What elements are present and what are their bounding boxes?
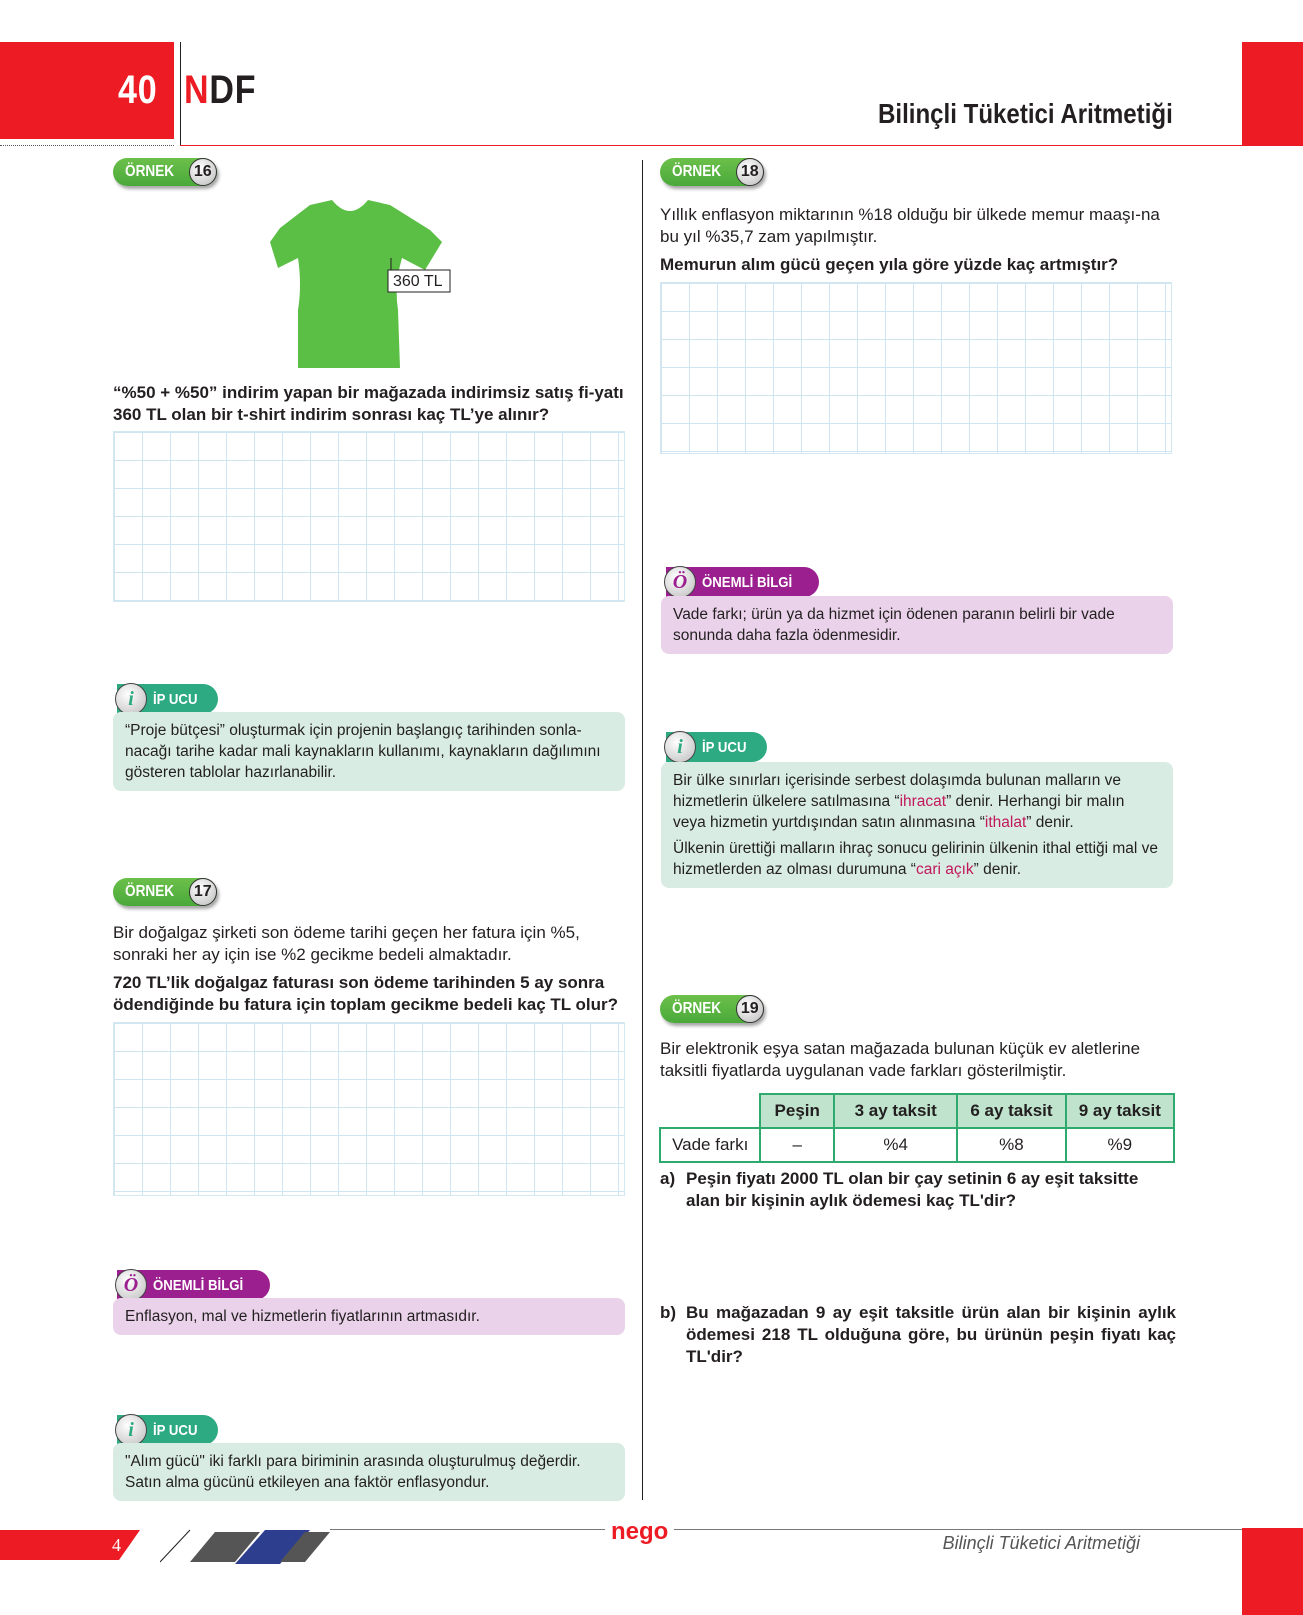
footer-corner-block — [1242, 1528, 1303, 1615]
info-box-1: Enflasyon, mal ve hizmetlerin fiyatlarının artmasıdır. — [113, 1298, 625, 1335]
question-a: Peşin fiyatı 2000 TL olan bir çay setinin 6 ay eşit taksitte alan bir kişinin aylık ödemesi kaç TL'dir? — [686, 1169, 1139, 1210]
column-divider — [642, 160, 643, 1500]
text: Bir ülke sınırları içerisinde serbest dolaşımda bulunan malların ve hizmetlerin ülkelere satılmasına “ — [673, 772, 1121, 810]
text: ” denir. — [1026, 814, 1074, 831]
table-cell: %4 — [834, 1128, 957, 1162]
table-row-label: Vade farkı — [660, 1128, 760, 1162]
table-header: 6 ay taksit — [957, 1094, 1065, 1128]
solution-grid-17[interactable] — [113, 1022, 625, 1196]
info-icon: i — [115, 683, 147, 715]
info-tag-1 — [117, 1270, 270, 1300]
table-cell: %8 — [957, 1128, 1065, 1162]
important-icon: Ö — [115, 1269, 147, 1301]
example-badge-17 — [113, 878, 217, 906]
tip-tag-3 — [666, 732, 767, 762]
price-tag-label: 360 TL — [393, 273, 443, 290]
table-header: 9 ay taksit — [1066, 1094, 1174, 1128]
brand-rest: DF — [209, 68, 257, 112]
info-icon: i — [115, 1414, 147, 1446]
brand-first-letter: N — [184, 68, 210, 112]
example-17-text: Bir doğalgaz şirketi son ödeme tarihi geçen her fatura için %5, sonraki her ay için ise %2 gecikme bedeli almaktadır. — [113, 923, 580, 964]
info-box-2: Vade farkı; ürün ya da hizmet için ödenen paranın belirli bir vade sonunda daha fazla ödenmesidir. — [661, 596, 1173, 654]
footer-rule — [330, 1529, 1242, 1530]
publisher-logo: nego — [605, 1518, 674, 1546]
info-icon: i — [664, 731, 696, 763]
badge-label: ÖRNEK — [125, 883, 175, 900]
text: ” denir. Herhangi bir malın veya hizmetin yurtdışından satın alınmasına “ — [673, 793, 1125, 831]
tip-3-paragraph-1 — [673, 770, 1161, 833]
solution-grid-16[interactable] — [113, 431, 625, 602]
example-badge-19 — [660, 995, 764, 1023]
installment-table — [659, 1093, 1175, 1163]
example-badge-18 — [660, 158, 764, 186]
keyword-ithalat: ithalat — [984, 814, 1027, 831]
badge-number: 17 — [189, 878, 217, 906]
question-b-label: b) — [660, 1303, 677, 1322]
example-badge-16 — [113, 158, 217, 186]
tip-box-3 — [661, 762, 1173, 888]
tip-label: İP UCU — [153, 1421, 198, 1439]
footer-stripes — [160, 1528, 330, 1564]
tip-3-paragraph-2 — [673, 838, 1161, 880]
badge-number: 16 — [189, 158, 217, 186]
badge-label: ÖRNEK — [672, 1000, 722, 1017]
important-icon: Ö — [664, 566, 696, 598]
question-16: “%50 + %50” indirim yapan bir mağazada indirimsiz satış fi-yatı 360 TL olan bir t-shirt indirim sonrası kaç TL’ye alınır? — [113, 383, 624, 424]
table-cell: %9 — [1066, 1128, 1174, 1162]
tip-label: İP UCU — [702, 738, 747, 756]
brand-logo — [184, 68, 256, 113]
solution-grid-18[interactable] — [660, 282, 1172, 454]
table-cell: – — [760, 1128, 834, 1162]
question-b: Bu mağazadan 9 ay eşit taksitle ürün alan bir kişinin aylık ödemesi 218 TL olduğuna göre, bu ürünün peşin fiyatı kaç TL'dir? — [686, 1303, 1176, 1366]
tip-box-2: "Alım gücü" iki farklı para biriminin arasında oluşturulmuş değerdir. Satın alma gücünü etkileyen ana faktör enflasyondur. — [113, 1443, 625, 1501]
text: ” denir. — [973, 861, 1022, 878]
table-header-row — [660, 1094, 1174, 1128]
tip-tag-1 — [117, 684, 218, 714]
table-header: 3 ay taksit — [834, 1094, 957, 1128]
table-corner — [660, 1094, 760, 1128]
page-title: Bilinçli Tüketici Aritmetiği — [878, 98, 1173, 129]
keyword-cari-acik: cari açık — [915, 861, 974, 878]
badge-number: 18 — [736, 158, 764, 186]
header-divider — [180, 42, 181, 146]
footer-title: Bilinçli Tüketici Aritmetiği — [942, 1533, 1140, 1553]
badge-number: 19 — [736, 995, 764, 1023]
question-17: 720 TL’lik doğalgaz faturası son ödeme tarihinden 5 ay sonra ödendiğinde bu fatura için toplam gecikme bedeli kaç TL olur? — [113, 973, 619, 1014]
page-number: 4 — [112, 1535, 121, 1555]
badge-label: ÖRNEK — [672, 163, 722, 180]
example-19-text: Bir elektronik eşya satan mağazada bulunan küçük ev aletlerine taksitli fiyatlarda uygulanan vade farkları gösterilmiştir. — [660, 1039, 1141, 1080]
info-tag-2 — [666, 567, 819, 597]
example-18-text: Yıllık enflasyon miktarının %18 olduğu bir ülkede memur maaşı-na bu yıl %35,7 zam yapılmıştır. — [660, 205, 1160, 246]
tip-label: İP UCU — [153, 690, 198, 708]
question-18: Memurun alım gücü geçen yıla göre yüzde kaç artmıştır? — [660, 255, 1119, 274]
tip-tag-2 — [117, 1415, 218, 1445]
badge-label: ÖRNEK — [125, 163, 175, 180]
tip-box-1: “Proje bütçesi” oluşturmak için projenin başlangıç tarihinden sonla-nacağı tarihe kadar mali kaynakların kullanımı, kaynakların dağılımını gösteren tablolar hazırlanabilir. — [113, 712, 625, 791]
keyword-ihracat: ihracat — [899, 793, 947, 810]
question-a-label: a) — [660, 1169, 676, 1188]
book-number: 40 — [118, 68, 158, 112]
table-header: Peşin — [760, 1094, 834, 1128]
info-label: ÖNEMLİ BİLGİ — [702, 573, 793, 591]
text: Ülkenin ürettiği malların ihraç sonucu gelirinin ülkenin ithal ettiği mal ve hizmetlerden az olması durumuna “ — [673, 840, 1159, 878]
table-row — [660, 1128, 1174, 1162]
info-label: ÖNEMLİ BİLGİ — [153, 1276, 244, 1294]
header-rule — [180, 145, 1242, 146]
header-corner-block — [1242, 42, 1303, 146]
header-rule-dotted — [0, 145, 174, 147]
